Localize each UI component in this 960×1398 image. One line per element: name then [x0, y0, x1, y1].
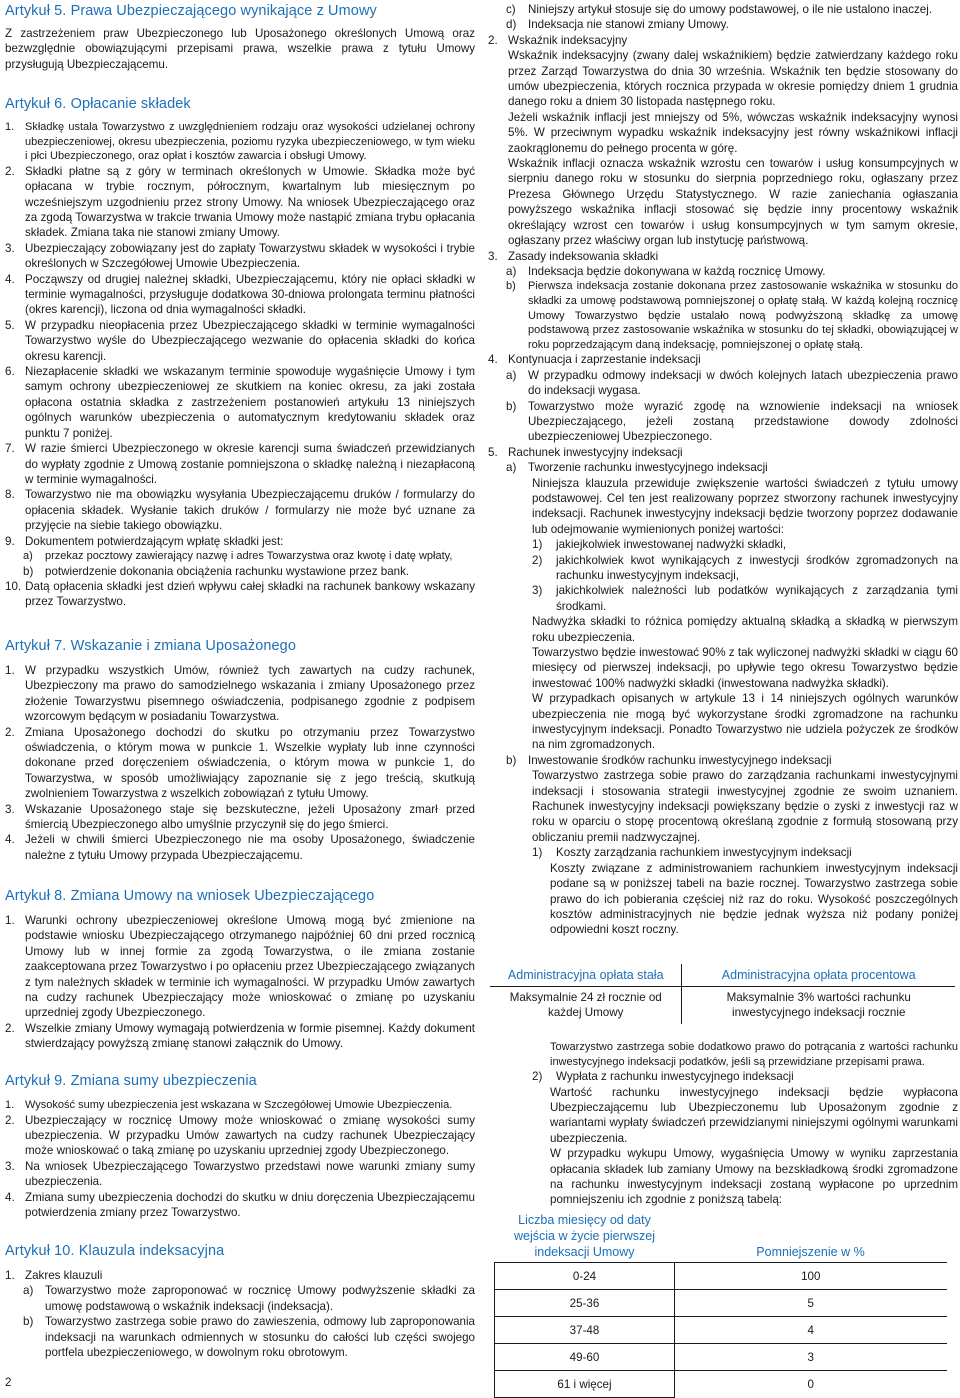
article-5-text: Z zastrzeżeniem praw Ubezpieczonego lub Uposażonego określonych Umową oraz bezwzględnie obowiązującymi przepisami prawa, wszelkie prawa z tytułu Umowy przysługują Ubezpieczającemu.	[5, 27, 475, 71]
fees-table	[490, 964, 955, 1024]
surrender-row-months: 0-24	[495, 1263, 675, 1290]
article-8-item-2: 2. Wszelkie zmiany Umowy wymagają potwierdzenia w formie pisemnej. Każdy dokument stwierdzający powyższą zmianę stanowi załącznik do Umowy.	[5, 1021, 475, 1051]
surrender-row-months: 61 i więcej	[495, 1371, 675, 1398]
surrender-table	[494, 1210, 947, 1398]
article-6-item-5: 5. W przypadku nieopłacenia przez Ubezpieczającego składki w terminie wymagalności Towarzystwo wyśle do Ubezpieczającego wezwanie do opłacenia składki do końca okresu karencji.	[5, 318, 475, 363]
surrender-row-months: 37-48	[495, 1317, 675, 1344]
withdrawal-text-2: W przypadku wykupu Umowy, wygaśnięcia Umowy w wyniku zaprzestania opłacania składek lub zamiany Umowy na bezskładkową środki zgromadzone na rachunku inwestycyjnym indeksacji zostaną wypłacone po uprzednim pomniejszeniu ich zgodnie z poniższą tabelą:	[550, 1147, 958, 1207]
article-10-item-4a: a) W przypadku odmowy indeksacji w dwóch kolejnych latach ubezpieczenia prawo do indeksacji wygasa.	[506, 368, 958, 398]
article-7-heading: Artykuł 7. Wskazanie i zmiana Uposażonego	[5, 638, 297, 654]
surrender-row-percent: 4	[675, 1317, 947, 1344]
article-8	[5, 888, 475, 1052]
article-7-item-1: 1. W przypadku wszystkich Umów, również tych zawartych na cudzy rachunek, Ubezpieczony ma prawo do samodzielnego wskazania i zmiany Uposażonego przez złożenie Towarzystwu pisemnego oświadczenia, podpisanego zgodnie z podpisem wzorcowym będącym w posiadaniu Towarzystwa.	[5, 664, 475, 724]
investment-account-list-3: 3) jakichkolwiek należności lub podatków wynikających z zarządzania tymi środkami.	[532, 584, 958, 613]
tax-deduction-text: Towarzystwo zastrzega sobie dodatkowo prawo do potrącania z wartości rachunku inwestycyjnego indeksacji podatków, jeśli są przewidziane przepisami prawa.	[550, 1041, 958, 1068]
article-6-item-2: 2. Składki płatne są z góry w terminach określonych w Umowie. Składka może być opłacana w trybie rocznym, półrocznym, kwartalnym lub miesięcznym po wcześniejszym uzgodnieniu przez strony Umowy. Na wniosek Ubezpieczającego oraz za zgodą Towarzystwa w trakcie trwania Umowy może nastąpić zmiana trybu opłacania składek. Zmiana taka nie stanowi zmiany Umowy.	[5, 164, 475, 240]
article-10-continued-2	[488, 1040, 958, 1208]
surrender-row-months: 49-60	[495, 1344, 675, 1371]
management-costs-text: Koszty związane z administrowaniem rachunkiem inwestycyjnym indeksacji podane są w poniższej tabeli na bazie rocznej. Towarzystwo zastrzega sobie prawo do ich pobierania częściej niż raz do roku. Wysokość poszczególnych kosztów administracyjnych nie będzie jednak wyższa niż podany poniżej odpowiedni koszt roczny.	[550, 861, 958, 937]
article-6-item-3: 3. Ubezpieczający zobowiązany jest do zapłaty Towarzystwu składek w wysokości i trybie określonych w Szczegółowej Umowie Ubezpieczenia.	[5, 241, 475, 271]
premium-surplus-text: Nadwyżka składki to różnica pomiędzy aktualną składką a składką w pierwszym roku ubezpieczenia.	[532, 615, 958, 644]
surrender-header-months: Liczba miesięcy od daty wejścia w życie pierwszej indeksacji Umowy	[513, 1213, 655, 1259]
article-6-item-9b: b) potwierdzenie dokonania obciążenia rachunku wystawione przez bank.	[23, 564, 410, 578]
article-10-item-2: 2. Wskaźnik indeksacyjny	[488, 33, 628, 47]
fees-header-fixed: Administracyjna opłata stała	[490, 964, 682, 987]
page-number: 2	[5, 1376, 12, 1389]
article-10-item-4b: b) Towarzystwo może wyrazić zgodę na wznowienie indeksacji na wniosek Ubezpieczającego, jeżeli zostaną przedstawione dowody zdolności ubezpieczeniowej Ubezpieczonego.	[506, 399, 958, 444]
indexation-rate-text-1: Wskaźnik indeksacyjny (zwany dalej wskaźnikiem) będzie zatwierdzany każdego roku przez Zarząd Towarzystwa do dnia 30 września. Wskaźnik ten będzie stosowany do umów ubezpieczenia, których rocznica przypada w okresie pomiędzy dniem 1 grudnia danego roku a dniem 30 listopada następnego roku.	[508, 49, 958, 109]
investment-account-text: Niniejsza klauzula przewiduje zwiększenie wartości świadczeń z tytułu umowy podstawowej. Cel ten jest realizowany poprzez stworzony rachunek inwestycyjny indeksacji. Rachunek inwestycyjny indeksacji będzie tworzony poprzez dodawanie lub odejmowanie wymienionych poniżej wartości:	[532, 476, 958, 536]
investment-restriction-text: W przypadkach opisanych w artykule 13 i 14 niniejszych ogólnych warunków ubezpieczenia nie mogą być wykorzystane środki zgromadzone na rachunku inwestycyjnym indeksacji. Ponadto Towarzystwo nie udziela pożyczek ze środków na nim zgromadzonych.	[532, 692, 958, 752]
article-6-item-9: 9. Dokumentem potwierdzającym wpłatę składki jest:	[5, 534, 284, 548]
article-10-item-3a: a) Indeksacja będzie dokonywana w każdą rocznicę Umowy.	[506, 264, 826, 278]
article-10-item-4: 4. Kontynuacja i zaprzestanie indeksacji	[488, 353, 701, 367]
fees-table-block	[490, 964, 960, 1024]
investment-management-text: Towarzystwo zastrzega sobie prawo do zarządzania rachunkami inwestycyjnymi indeksacji i stosowania strategii inwestycyjnej zgodnie ze swoim uznaniem. Rachunek inwestycyjny indeksacji powiększany będzie o zyski z inwestycji raz w roku w oparciu o stopę procentową określaną zgodnie z formułą stosowaną przy obliczaniu premii nadzwyczajnej.	[532, 769, 958, 844]
fees-cell-fixed: Maksymalnie 24 zł rocznie od każdej Umowy	[509, 991, 662, 1019]
indexation-rate-text-2: Jeżeli wskaźnik inflacji jest mniejszy od 5%, wówczas wskaźnik indeksacyjny wynosi 5%. W przeciwnym wypadku wskaźnik indeksacyjny jest równy wskaźnikowi inflacji zaokrąglonemu do pełnego procenta w górę.	[508, 110, 958, 155]
article-6-item-7: 7. W razie śmierci Ubezpieczonego w okresie karencji suma świadczeń przewidzianych do wypłaty zgodnie z Umową zostanie pomniejszona o składkę należną i niezapłaconą w terminie wymagalności.	[5, 442, 475, 486]
fees-cell-percent: Maksymalnie 3% wartości rachunku inwestycyjnego indeksacji rocznie	[682, 987, 955, 1025]
article-6-item-10: 10. Datą opłacenia składki jest dzień wpływu całej składki na rachunek bankowy wskazany przez Towarzystwo.	[5, 579, 475, 609]
article-10-item-5a: a) Tworzenie rachunku inwestycyjnego indeksacji	[506, 461, 768, 475]
indexation-rate-text-3: Wskaźnik inflacji oznacza wskaźnik wzrostu cen towarów i usług konsumpcyjnych w sierpniu danego roku w stosunku do sierpnia poprzedniego roku, ogłaszany przez Prezesa Głównego Urzędu Statystycznego. W razie zaniechania ogłaszania powyższego wskaźnika inflacji stosować się będzie inny procentowy wskaźnik określający wzrost cen towarów i usług konsumpcyjnych w tym samym okresie, ogłaszany przez właściwy organ lub instytucję państwową.	[508, 157, 958, 248]
surrender-row-percent: 100	[675, 1263, 947, 1290]
withdrawal-text-1: Wartość rachunku inwestycyjnego indeksacji będzie wypłacona Ubezpieczającemu lub Ubezpieczonemu lub Uposażonym zgodnie z wariantami wypłaty świadczeń przewidzianymi niniejszymi ogólnymi warunkami ubezpieczenia.	[550, 1085, 958, 1145]
article-10-item-3b: b) Pierwsza indeksacja zostanie dokonana przez zastosowanie wskaźnika w stosunku do składki za umowę podstawową pomniejszonej o opłatę stałą. W każdą kolejną rocznicę Umowy Towarzystwo będzie ustalało nową podwyższoną składkę za umowę podstawową przez zastosowanie wskaźnika w stosunku do tej składki, obowiązującej w roku poprzedzającym daną indeksację, pomniejszonej o opłatę stałą.	[506, 280, 958, 351]
article-9-item-1: 1. Wysokość sumy ubezpieczenia jest wskazana w Szczegółowej Umowie Ubezpieczenia.	[5, 1099, 453, 1111]
article-5-heading: Artykuł 5. Prawa Ubezpieczającego wynikające z Umowy	[5, 3, 377, 19]
article-10-item-5b: b) Inwestowanie środków rachunku inwestycyjnego indeksacji	[506, 753, 832, 767]
surrender-row-percent: 5	[675, 1290, 947, 1317]
article-8-item-1: 1. Warunki ochrony ubezpieczeniowej określone Umową mogą być zmienione na podstawie wniosku Ubezpieczającego otrzymanego najpóźniej 60 dni przed rocznicą Umowy lub w innej formie za zgodą Towarzystwa, o ile zmiana zostanie zaakceptowana przez Towarzystwo i po opłaceniu przez Ubezpieczającego związanych z tym należnych składek w terminie ich wymagalności. W przypadku Umów zawartych na cudzy rachunek Ubezpieczający może wnioskować o zmianę po uzyskaniu uprzedniej zgody Ubezpieczonego.	[5, 914, 475, 1020]
article-10-continued	[488, 2, 958, 938]
article-7	[5, 638, 475, 863]
article-6-item-1: 1. Składkę ustala Towarzystwo z uwzględnieniem rodzaju oraz wysokości udzielanej ochrony ubezpieczeniowej, okresu ubezpieczenia, poziomu ryzyka ubezpieczeniowego, w tym wieku i płci Ubezpieczonego, oraz opłat i kosztów zawarcia i obsługi Umowy.	[5, 121, 475, 163]
article-9-heading: Artykuł 9. Zmiana sumy ubezpieczenia	[5, 1073, 257, 1089]
article-7-item-2: 2. Zmiana Uposażonego dochodzi do skutku po otrzymaniu przez Towarzystwo oświadczenia, o którym mowa w punkcie 1. Wszelkie wypłaty lub inne czynności dokonane przed doręczeniem oświadczenia, o którym mowa w punkcie 1, do Towarzystwa, w sposób umożliwiający zapoznanie się z jego treścią, skutkują zwolnieniem Towarzystwa z wszelkich zobowiązań z tytułu Umowy.	[5, 725, 475, 801]
investment-account-list-2: 2) jakichkolwiek kwot wynikających z inwestycji środków zgromadzonych na rachunku inwestycyjnym indeksacji,	[532, 553, 958, 582]
surrender-row-percent: 3	[675, 1344, 947, 1371]
article-9-item-2: 2. Ubezpieczający w rocznicę Umowy może wnioskować o zmianę wysokości sumy ubezpieczenia. W przypadku Umów zawartych na cudzy rachunek Ubezpieczający może wnioskować o taką zmianę po uzyskaniu uprzedniej zgody Ubezpieczonego.	[5, 1113, 475, 1158]
withdrawal-item: 2) Wypłata z rachunku inwestycyjnego indeksacji	[532, 1070, 794, 1084]
surrender-header-percent: Pomniejszenie w %	[756, 1245, 865, 1259]
article-10-item-3: 3. Zasady indeksowania składki	[488, 249, 659, 263]
article-9-item-3: 3. Na wniosek Ubezpieczającego Towarzystwo przedstawi nowe warunki zmiany sumy ubezpieczenia.	[5, 1159, 475, 1189]
article-10-item-1: 1. Zakres klauzuli	[5, 1269, 103, 1282]
article-9	[5, 1073, 475, 1220]
article-7-item-4: 4. Jeżeli w chwili śmierci Ubezpieczonego nie ma osoby Uposażonego, świadczenie należne z tytułu Umowy przypada Ubezpieczającemu.	[5, 833, 475, 862]
article-7-item-3: 3. Wskazanie Uposażonego staje się bezskuteczne, jeżeli Uposażony zmarł przed śmiercią Ubezpieczonego albo umyślnie przyczynił się do jego śmierci.	[5, 802, 475, 832]
surrender-row-months: 25-36	[495, 1290, 675, 1317]
article-6	[5, 96, 475, 610]
management-costs-item: 1) Koszty zarządzania rachunkiem inwestycyjnym indeksacji	[532, 846, 852, 860]
surrender-table-block	[494, 1210, 960, 1398]
article-10-heading: Artykuł 10. Klauzula indeksacyjna	[5, 1243, 225, 1259]
article-9-item-4: 4. Zmiana sumy ubezpieczenia dochodzi do skutku w dniu doręczenia Ubezpieczającemu potwierdzenia zmiany przez Towarzystwo.	[5, 1190, 475, 1220]
surrender-row-percent: 0	[675, 1371, 947, 1398]
article-10-item-1b: b) Towarzystwo zastrzega sobie prawo do zawieszenia, odmowy lub zaproponowania indeksacji na warunkach odmiennych w stosunku do całości lub części swojego portfela ubezpieczeniowego, w dowolnym roku obrotowym.	[23, 1315, 475, 1360]
article-5	[5, 3, 475, 72]
investment-percent-text: Towarzystwo będzie inwestować 90% z tak wyliczonej nadwyżki składki w ciągu 60 miesięcy od pierwszej indeksacji, po upływie tego okresu Towarzystwo będzie inwestować 100% nadwyżki składki (inwestowana nadwyżka składki).	[532, 646, 958, 690]
article-6-item-8: 8. Towarzystwo nie ma obowiązku wysyłania Ubezpieczającemu druków / formularzy do opłacenia składek. Wysłanie takich druków / formularzy nie może być uznane za przyjęcie na siebie takiego obowiązku.	[5, 488, 475, 533]
article-10-item-5: 5. Rachunek inwestycyjny indeksacji	[488, 445, 683, 459]
article-6-item-4: 4. Począwszy od drugiej należnej składki, Ubezpieczającemu, który nie opłaci składki w terminie wymagalności, przysługuje dodatkowa 30-dniowa prolongata terminu płatności (okres karencji), liczona od dnia wymagalności składki.	[5, 272, 475, 317]
investment-account-list-1: 1) jakiejkolwiek inwestowanej nadwyżki składki,	[532, 538, 787, 552]
article-10	[5, 1243, 475, 1360]
article-6-item-9a: a) przekaz pocztowy zawierający nazwę i adres Towarzystwa oraz kwotę i datę wpłaty,	[23, 549, 453, 562]
article-6-item-6: 6. Niezapłacenie składki we wskazanym terminie spowoduje wygaśnięcie Umowy i tym samym ochrony ubezpieczeniowej ze skutkiem na koniec okresu, za jaki została opłacona ostatnia składka z zastrzeżeniem postanowień artykułu 13 niniejszych ogólnych warunków ubezpieczenia o automatycznym kredytowaniu składek oraz punktu 7 poniżej.	[5, 365, 475, 440]
article-8-heading: Artykuł 8. Zmiana Umowy na wniosek Ubezpieczającego	[5, 888, 375, 904]
article-6-heading: Artykuł 6. Opłacanie składek	[5, 96, 191, 112]
article-10-item-1c: c) Niniejszy artykuł stosuje się do umowy podstawowej, o ile nie ustalono inaczej.	[506, 3, 933, 16]
article-10-item-1a: a) Towarzystwo może zaproponować w rocznicę Umowy podwyższenie składki za umowę podstawową o wskaźnik indeksacji (indeksacja).	[23, 1284, 475, 1313]
fees-header-percent: Administracyjna opłata procentowa	[682, 964, 955, 987]
article-10-item-1d: d) Indeksacja nie stanowi zmiany Umowy.	[506, 18, 729, 32]
